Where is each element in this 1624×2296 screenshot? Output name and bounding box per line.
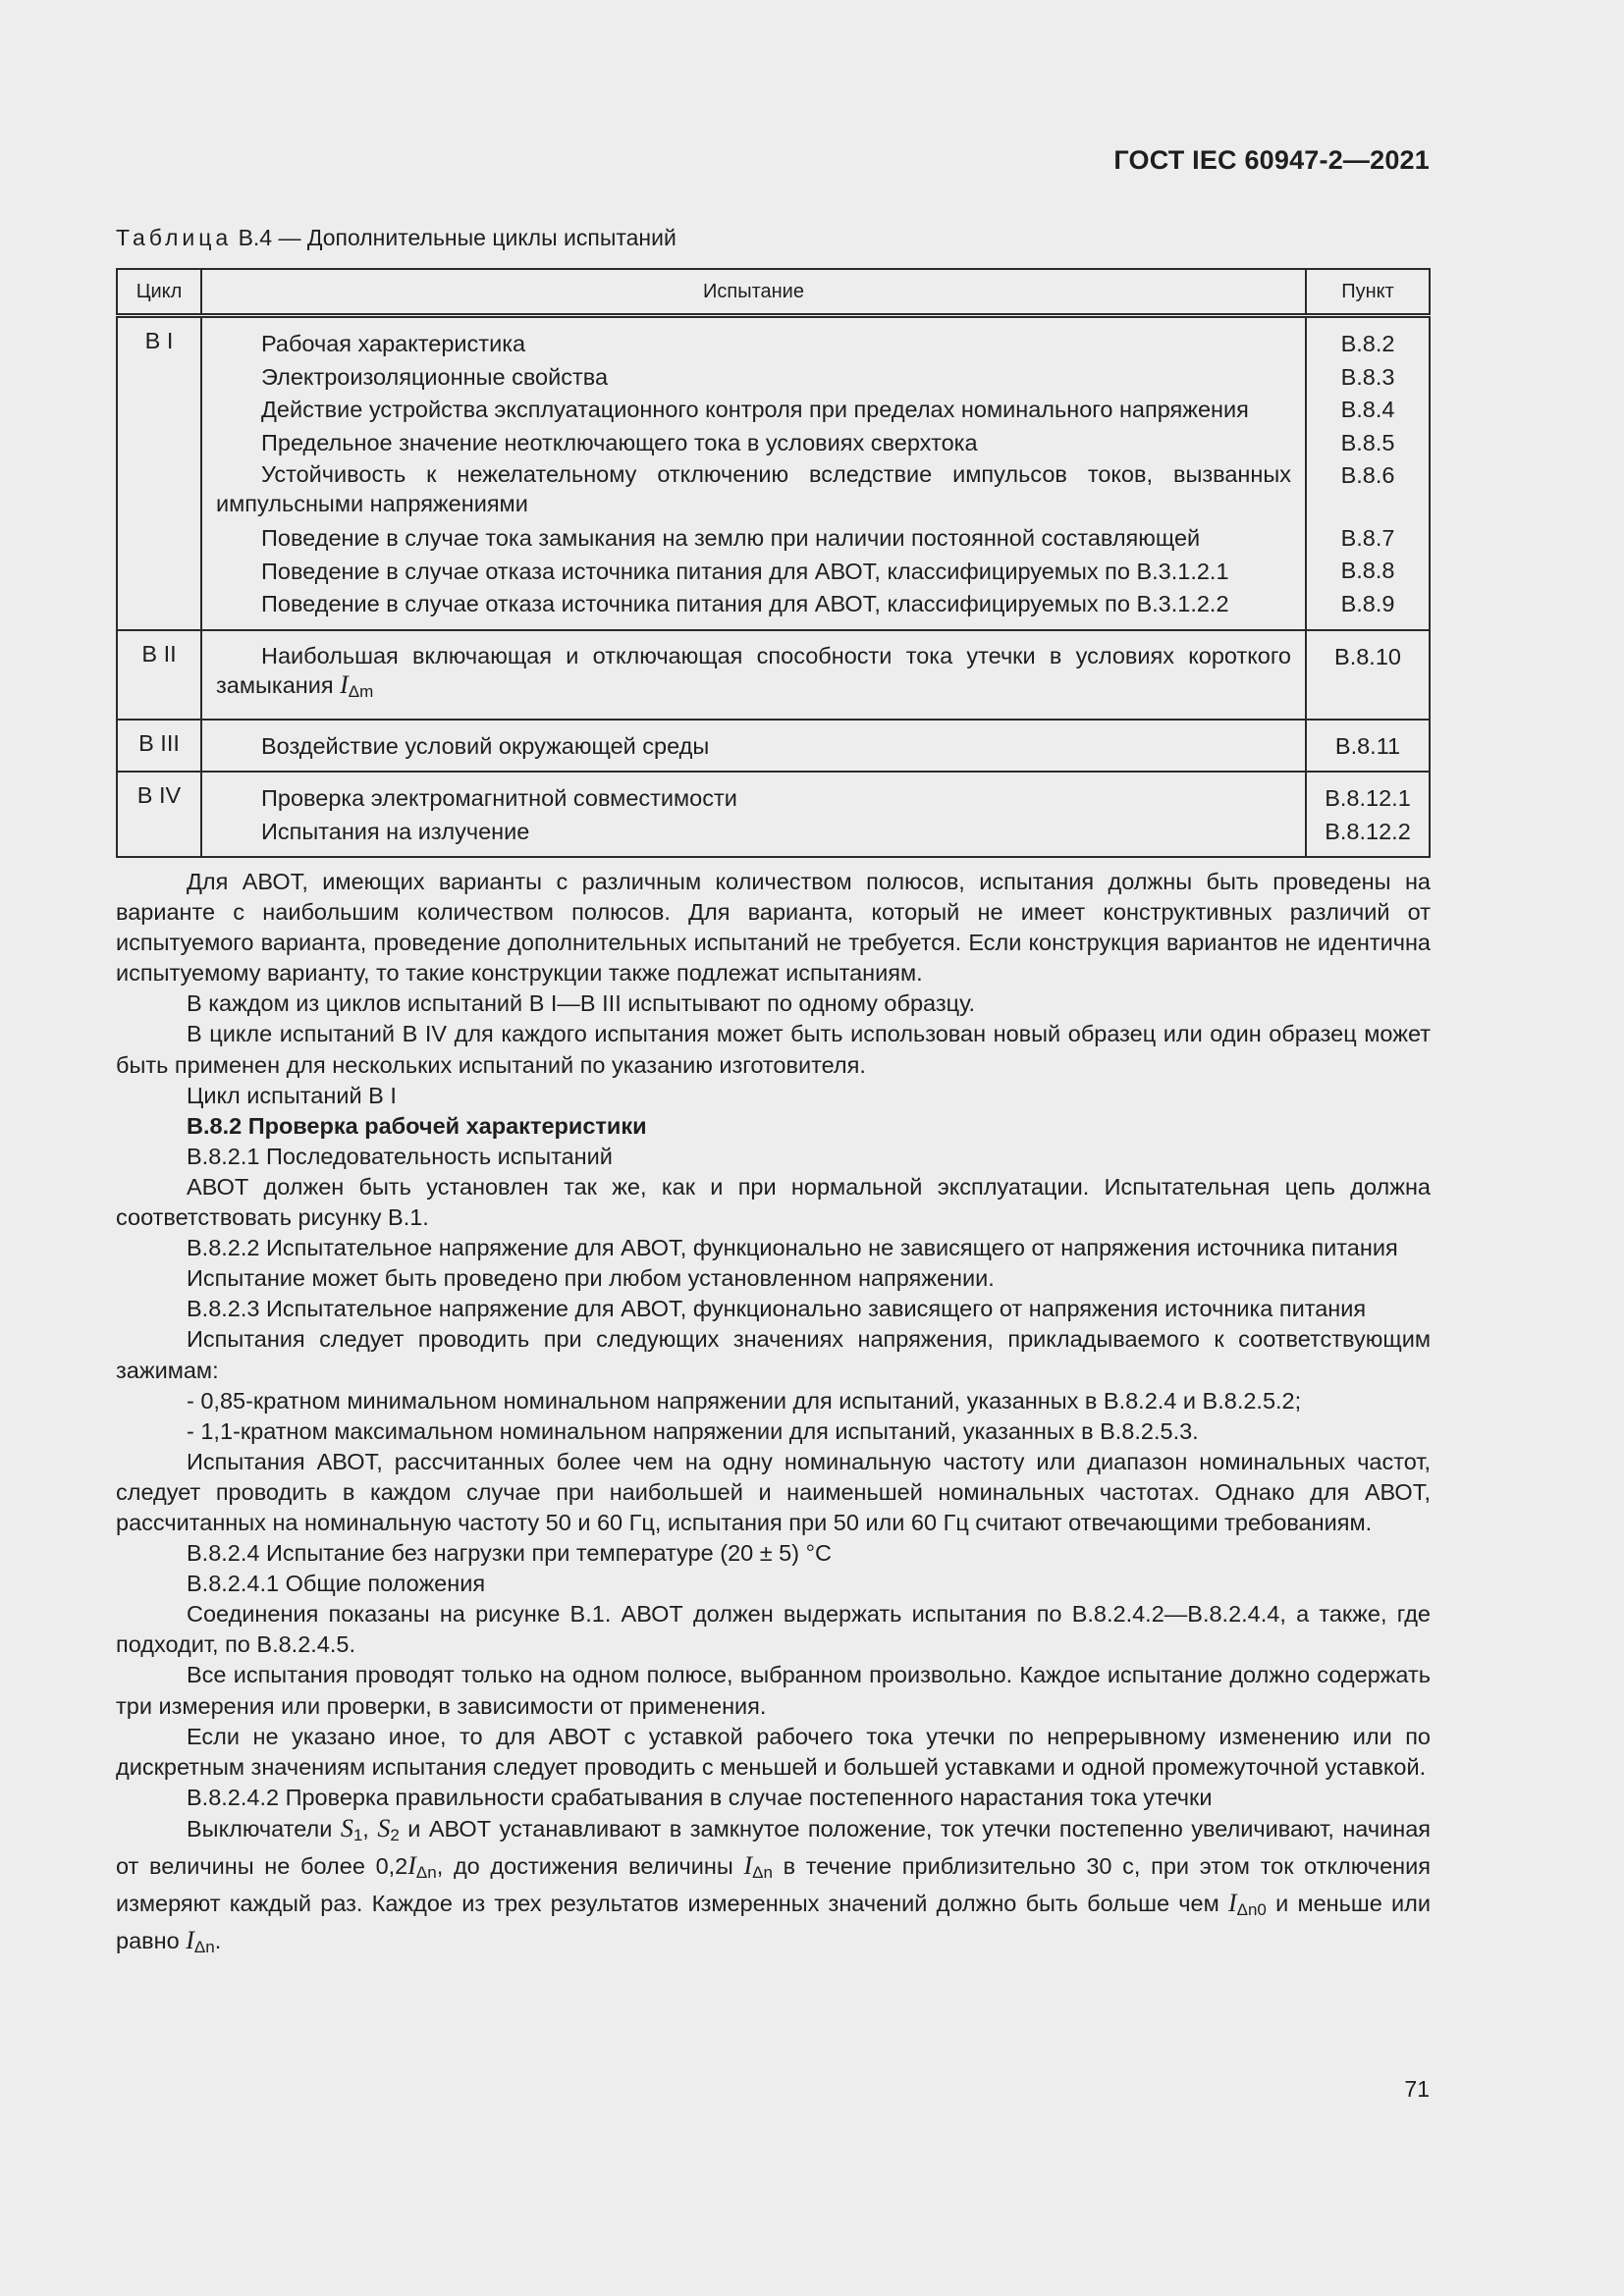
cycle-cell: B IV [117, 772, 201, 857]
cycle-cell: B I [117, 316, 201, 630]
test-item: Поведение в случае тока замыкания на землю при наличии постоянной составляющей [261, 525, 1201, 551]
text-run: в течение приблизительно 30 с, при этом ток отключения измеряют каждый раз. Каждое из трех результатов измеренных значений должно быть больше чем [116, 1853, 1431, 1917]
paragraph: В каждом из циклов испытаний В I—В III испытывают по одному образцу. [187, 990, 975, 1017]
point-ref: B.8.9 [1340, 590, 1395, 616]
point-ref: B.8.2 [1340, 331, 1395, 356]
table-row-group-b3 [117, 720, 1430, 773]
paragraph: Цикл испытаний В I [187, 1082, 397, 1108]
switch-subscript: 1 [352, 1825, 363, 1844]
table-row-group-b1 [117, 316, 1430, 630]
paragraph: Соединения показаны на рисунке В.1. АВОТ должен выдержать испытания по В.8.2.4.2—В.8.2.4.4, а также, где подходит, по В.8.2.4.5. [116, 1601, 1431, 1658]
text-run: , [362, 1815, 378, 1842]
test-item: Поведение в случае отказа источника питания для АВОТ, классифицируемых по В.3.1.2.2 [261, 591, 1229, 616]
table-caption-title: В.4 — Дополнительные циклы испытаний [232, 225, 677, 250]
point-ref: B.8.8 [1340, 558, 1395, 583]
table-caption [116, 225, 677, 251]
header-point: Пункт [1306, 269, 1430, 316]
subsection-heading: B.8.2.4 Испытание без нагрузки при температуре (20 ± 5) °С [187, 1540, 832, 1567]
point-cell [1306, 630, 1430, 720]
subsection-heading: B.8.2.4.2 Проверка правильности срабатывания в случае постепенного нарастания тока утечки [187, 1784, 1213, 1810]
current-subscript: Δm [348, 681, 374, 701]
test-item: Испытания на излучение [261, 818, 530, 844]
list-item: - 1,1-кратном максимальном номинальном напряжении для испытаний, указанных в В.8.2.5.3. [187, 1417, 1199, 1444]
point-ref: B.8.6 [1340, 462, 1395, 488]
point-ref: B.8.10 [1334, 643, 1401, 669]
table-header-row [117, 269, 1430, 316]
current-subscript: Δn [752, 1863, 773, 1882]
test-cell [201, 630, 1306, 720]
test-item-text: Наибольшая включающая и отключающая способности тока утечки в условиях короткого замыкания [216, 642, 1291, 698]
document-code: ГОСТ IEC 60947-2—2021 [1113, 145, 1430, 175]
body-text [116, 867, 1431, 1962]
paragraph: Если не указано иное, то для АВОТ с уставкой рабочего тока утечки по непрерывному изменению или по дискретным значениям испытания следует проводить с меньшей и большей уставками и одной промежуточной уставкой. [116, 1723, 1431, 1780]
test-item: Воздействие условий окружающей среды [261, 732, 710, 759]
point-ref: B.8.3 [1340, 363, 1395, 390]
point-cell [1306, 720, 1430, 773]
test-item [216, 641, 1291, 711]
test-item: Электроизоляционные свойства [261, 363, 609, 390]
point-ref: B.8.4 [1340, 397, 1395, 422]
test-cell [201, 720, 1306, 773]
subsection-heading: B.8.2.2 Испытательное напряжение для АВОТ, функционально не зависящего от напряжения источника питания [187, 1235, 1398, 1261]
test-item: Устойчивость к нежелательному отключению вследствие импульсов токов, вызванных импульсными напряжениями [216, 461, 1291, 516]
test-cell [201, 316, 1306, 630]
text-run: Выключатели [187, 1815, 341, 1842]
point-ref: B.8.5 [1340, 429, 1395, 455]
paragraph: Испытания АВОТ, рассчитанных более чем на одну номинальную частоту или диапазон номинальных частот, следует проводить в каждом случае при наибольшей и наименьшей номинальных частотах. Однако для АВОТ, рассчитанных на номинальную частоту 50 и 60 Гц, испытания при 50 или 60 Гц считают отвечающими требованиям. [116, 1448, 1431, 1535]
current-subscript: Δn0 [1236, 1900, 1267, 1920]
paragraph: Все испытания проводят только на одном полюсе, выбранном произвольно. Каждое испытание должно содержать три измерения или проверки, в зависимости от применения. [116, 1662, 1431, 1719]
current-symbol: I [186, 1926, 194, 1955]
paragraph: В цикле испытаний В IV для каждого испытания может быть использован новый образец или один образец может быть применен для нескольких испытаний по указанию изготовителя. [116, 1021, 1431, 1078]
switch-subscript: 2 [390, 1825, 400, 1844]
text-run: , до достижения величины [436, 1853, 744, 1879]
spacer [1307, 493, 1429, 522]
test-item: Действие устройства эксплуатационного контроля при пределах номинального напряжения [261, 397, 1249, 422]
header-cycle: Цикл [117, 269, 201, 316]
test-item: Предельное значение неотключающего тока в условиях сверхтока [261, 429, 978, 455]
text-run: . [214, 1928, 222, 1954]
cycle-cell: B III [117, 720, 201, 773]
current-subscript: Δn [415, 1863, 437, 1882]
current-symbol: I [743, 1851, 753, 1880]
section-heading: B.8.2 Проверка рабочей характеристики [187, 1112, 647, 1139]
subsection-heading: B.8.2.3 Испытательное напряжение для АВОТ, функционально зависящего от напряжения источника питания [187, 1296, 1367, 1322]
page-number: 71 [1404, 2076, 1430, 2102]
subsection-heading: B.8.2.4.1 Общие положения [187, 1571, 486, 1597]
paragraph [116, 1813, 1431, 1962]
point-ref: B.8.12.1 [1325, 785, 1411, 811]
table-row-group-b4 [117, 772, 1430, 857]
text-run: и меньше или равно [116, 1891, 1431, 1954]
paragraph: Для АВОТ, имеющих варианты с различным количеством полюсов, испытания должны быть проведены на варианте с наибольшим количеством полюсов. Для варианта, который не имеет конструктивных различий от испытуемого варианта, проведение дополнительных испытаний не требуется. Если конструкция вариантов не идентична испытуемому варианту, то такие конструкции также подлежат испытаниям. [116, 869, 1431, 987]
current-symbol: I [407, 1851, 416, 1880]
current-symbol: I [1227, 1889, 1237, 1918]
switch-symbol: S [340, 1813, 353, 1842]
test-item: Поведение в случае отказа источника питания для АВОТ, классифицируемых по В.3.1.2.1 [261, 558, 1229, 584]
point-ref: B.8.12.2 [1325, 818, 1411, 844]
current-symbol: I [340, 669, 349, 699]
header-test: Испытание [201, 269, 1306, 316]
test-cell [201, 772, 1306, 857]
paragraph: АВОТ должен быть установлен так же, как и при нормальной эксплуатации. Испытательная цепь должна соответствовать рисунку В.1. [116, 1173, 1431, 1231]
list-item: - 0,85-кратном минимальном номинальном напряжении для испытаний, указанных в В.8.2.4 и В.8.2.5.2; [187, 1387, 1302, 1414]
point-ref: B.8.7 [1340, 524, 1395, 551]
text-run: и АВОТ устанавливают в замкнутое положение, ток утечки постепенно увеличивают, начиная от величины не более 0,2 [116, 1815, 1431, 1879]
table-caption-word: Таблица [116, 225, 233, 250]
point-cell [1306, 316, 1430, 630]
table-row-group-b2 [117, 630, 1430, 720]
paragraph: Испытания следует проводить при следующих значениях напряжения, прикладываемого к соответствующим зажимам: [116, 1326, 1431, 1383]
test-item: Рабочая характеристика [261, 331, 526, 356]
test-cycles-table [116, 268, 1431, 858]
cycle-cell: B II [117, 630, 201, 720]
paragraph: Испытание может быть проведено при любом установленном напряжении. [187, 1265, 995, 1292]
point-ref: B.8.11 [1334, 732, 1401, 759]
test-item: Проверка электромагнитной совместимости [261, 785, 737, 811]
current-subscript: Δn [193, 1938, 215, 1957]
switch-symbol: S [377, 1813, 391, 1842]
subsection-heading: B.8.2.1 Последовательность испытаний [187, 1143, 613, 1169]
point-cell [1306, 772, 1430, 857]
